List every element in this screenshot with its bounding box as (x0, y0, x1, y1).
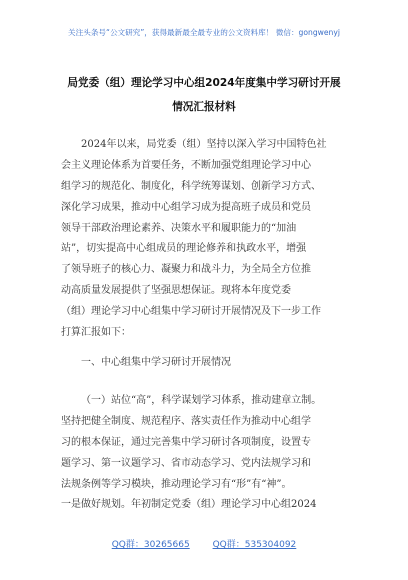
document-title-line-1: 局党委（组）理论学习中心组2024年度集中学习研讨开展 (67, 77, 341, 89)
text-line: （一）站位“高”，科学谋划学习体系，推动建章立制。 (81, 395, 322, 406)
text-line: 组学习的规范化、制度化，科学统筹谋划、创新学习方式、 (61, 180, 321, 192)
text-line: 会主义理论体系为首要任务，不断加强党组理论学习中心 (61, 159, 311, 171)
text-line: 打算汇报如下： (61, 327, 131, 339)
text-line: 一是做好规划。年初制定党委（组）理论学习中心组2024 (61, 499, 317, 511)
paragraph-intro (61, 135, 361, 344)
text-line: 深化学习成果，推动中心组学习成为提高班子成员和党员 (61, 201, 311, 213)
text-line: 2024年以来，局党委（组）坚持以深入学习中国特色社 (81, 139, 327, 150)
section-heading: 一、中心组集中学习研讨开展情况 (81, 357, 231, 368)
text-line: 领导干部政治理论素养、决策水平和履职能力的“加油 (61, 222, 297, 234)
text-line: 了领导班子的核心力、凝聚力和战斗力，为全局全方位推 (61, 264, 311, 276)
text-line: 站”，切实提高中心组成员的理论修养和执政水平，增强 (61, 243, 307, 255)
text-line: 法规条例等学习模块，推动理论学习有“形”有“神”。 (61, 478, 292, 490)
text-line: 坚持把健全制度、规范程序、落实责任作为推动中心组学 (61, 415, 311, 427)
text-line: （组）理论学习中心组集中学习研讨开展情况及下一步工作 (61, 306, 321, 318)
text-line: 习的根本保证，通过完善集中学习研讨各项制度，设置专 (61, 436, 311, 448)
footer-qq-group-2[interactable]: QQ群：535304092 (212, 540, 297, 550)
paragraph-section-1 (61, 391, 361, 516)
text-line: 动高质量发展提供了坚强思想保证。现将本年度党委 (61, 285, 291, 297)
document-title-line-2: 情况汇报材料 (172, 101, 236, 113)
text-line: 题学习、第一议题学习、省市动态学习、党内法规学习和 (61, 457, 311, 469)
footer-qq-group-1[interactable]: QQ群：30265665 (111, 540, 190, 550)
footer-contact (0, 537, 408, 550)
header-promo-note: 关注头条号“公文研究”，获得最新最全最专业的公文资料库！ 微信：gongwenyj (68, 28, 340, 37)
